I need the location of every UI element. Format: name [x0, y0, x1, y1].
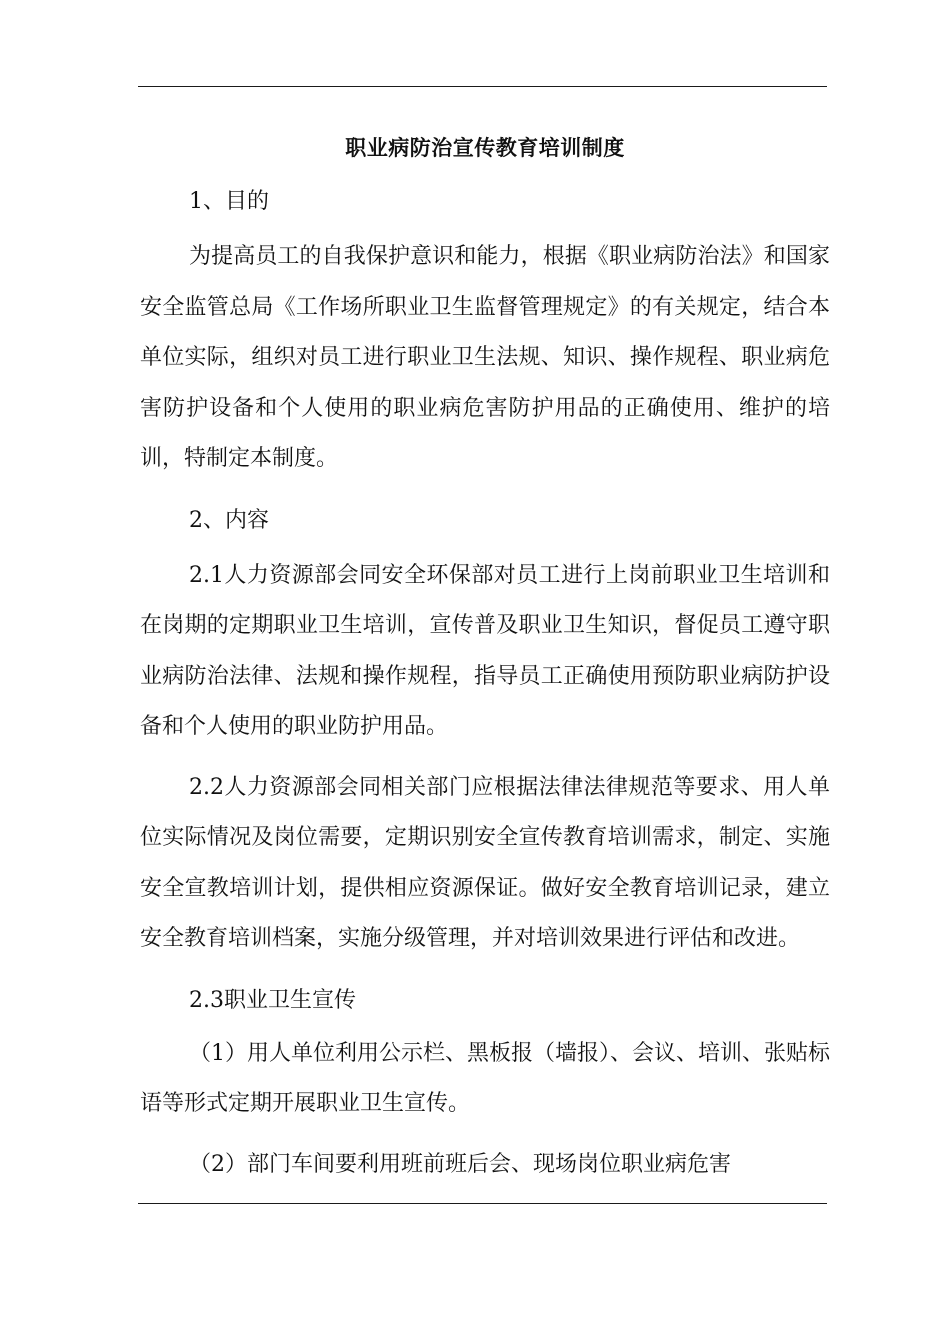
paragraph-2-2: 2.2人力资源部会同相关部门应根据法律法律规范等要求、用人单位实际情况及岗位需要，定期识别安全宣传教育培训需求，制定、实施安全宣教培训计划，提供相应资源保证。做好安全教育培训记录，建立安全教育培训档案，实施分级管理，并对培训效果进行评估和改进。 [140, 774, 830, 951]
section-heading-content: 2、内容 [189, 507, 269, 533]
list-item-1: （1）用人单位利用公示栏、黑板报（墙报）、会议、培训、张贴标语等形式定期开展职业卫生宣传。 [140, 1040, 830, 1116]
header-rule [138, 86, 827, 87]
paragraph-2-1: 2.1人力资源部会同安全环保部对员工进行上岗前职业卫生培训和在岗期的定期职业卫生培训，宣传普及职业卫生知识，督促员工遵守职业病防治法律、法规和操作规程，指导员工正确使用预防职业病防护设备和个人使用的职业防护用品。 [140, 562, 830, 739]
document-title: 职业病防治宣传教育培训制度 [345, 135, 625, 160]
footer-rule [138, 1203, 827, 1204]
purpose-paragraph: 为提高员工的自我保护意识和能力，根据《职业病防治法》和国家安全监管总局《工作场所职业卫生监督管理规定》的有关规定，结合本单位实际，组织对员工进行职业卫生法规、知识、操作规程、职业病危害防护设备和个人使用的职业病危害防护用品的正确使用、维护的培训，特制定本制度。 [140, 244, 830, 471]
subsection-heading-2-3: 2.3职业卫生宣传 [189, 987, 356, 1013]
list-item-2: （2）部门车间要利用班前班后会、现场岗位职业病危害 [189, 1151, 731, 1177]
section-heading-purpose: 1、目的 [189, 189, 269, 214]
document-body [140, 130, 830, 1190]
